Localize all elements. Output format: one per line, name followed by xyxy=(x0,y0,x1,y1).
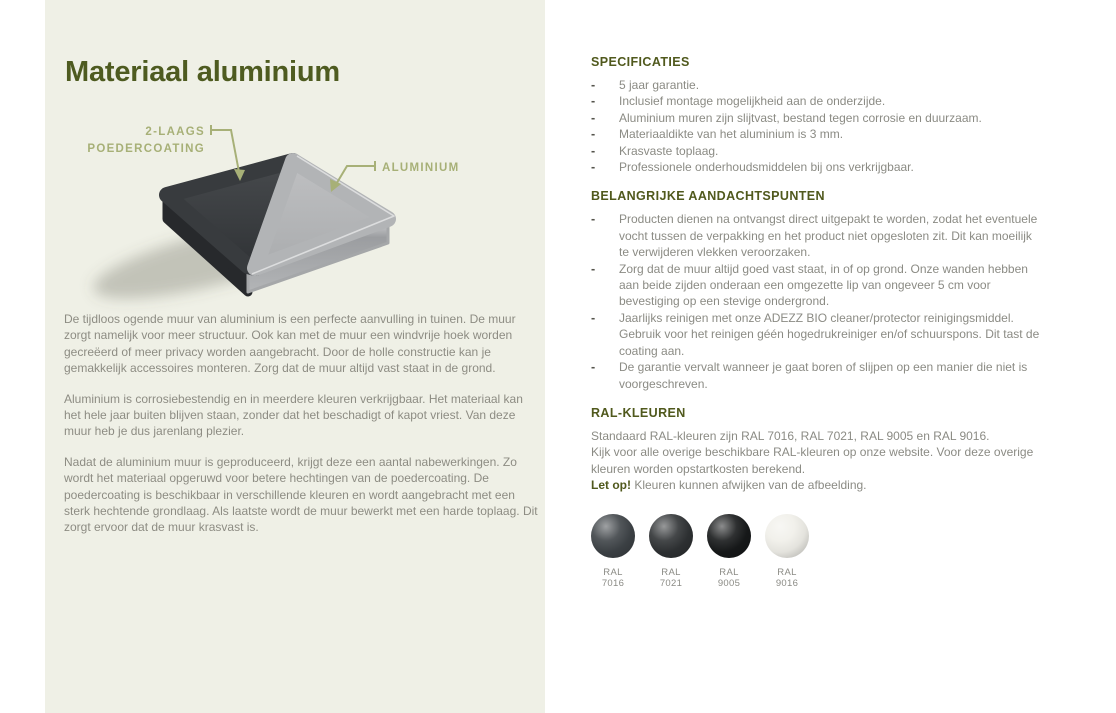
ral-line-standard: Standaard RAL-kleuren zijn RAL 7016, RAL 7021, RAL 9005 en RAL 9016. xyxy=(591,428,990,443)
ral-swatch-label: RAL 9005 xyxy=(717,566,741,589)
spec-item-text: Aluminium muren zijn slijtvast, bestand tegen corrosie en duurzaam. xyxy=(619,110,982,125)
specificaties-title: SPECIFICATIES xyxy=(591,55,690,69)
list-item xyxy=(591,143,1043,159)
powdercoating-label-line2: POEDERCOATING xyxy=(87,143,205,155)
ral-kleuren-body xyxy=(591,428,1043,494)
dash-bullet-icon: - xyxy=(591,78,596,92)
dash-bullet-icon: - xyxy=(591,310,596,325)
dash-bullet-icon: - xyxy=(591,110,596,125)
list-item xyxy=(591,126,1043,142)
attention-item-text: Zorg dat de muur altijd goed vast staat, in of op grond. Onze wanden hebben aan beide zijden onderaan een omgezette lip van ongeveer 5 cm voor bevestiging op een stevige ondergrond. xyxy=(619,261,1028,309)
list-item xyxy=(591,211,1043,260)
specificaties-list xyxy=(591,77,1043,175)
spec-item-text: Materiaaldikte van het aluminium is 3 mm. xyxy=(619,127,844,142)
ral-swatch-label: RAL 7016 xyxy=(601,566,625,589)
ral-note-text: Kleuren kunnen afwijken van de afbeelding. xyxy=(631,478,867,493)
spec-item-text: Krasvaste toplaag. xyxy=(619,143,719,158)
ral-kleuren-title: RAL-KLEUREN xyxy=(591,405,686,420)
list-item xyxy=(591,93,1043,109)
powdercoating-label-line1: 2-LAAGS xyxy=(145,126,205,138)
dash-bullet-icon: - xyxy=(591,261,596,276)
ral-9016-sphere xyxy=(765,514,809,558)
ral-swatch-label: RAL 7021 xyxy=(659,566,683,589)
paragraph-3: Nadat de aluminium muur is geproduceerd, krijgt deze een aantal nabewerkingen. Zo wordt het materiaal opgeruwd voor betere hechtingen van de poedercoating. De poedercoating is beschikbaar in verschillende kleuren en wordt aangebracht met een sterk hechtende grondlaag. Als laatste wordt de muur bewerkt met een harde toplaag. Dit zorgt ervoor dat de muur krasvast is. xyxy=(64,454,538,535)
paragraph-2: Aluminium is corrosiebestendig en in meerdere kleuren verkrijgbaar. Het materiaal kan het hele jaar buiten blijven staan, zonder dat het beschadigt of kapot vriest. Van deze muur heb je dus jarenlang plezier. xyxy=(64,391,523,439)
ral-swatch-label: RAL 9016 xyxy=(775,566,799,589)
dash-bullet-icon: - xyxy=(591,212,596,227)
ral-line-overige: Kijk voor alle overige beschikbare RAL-kleuren op onze website. Voor deze overige kleuren worden opstartkosten berekend. xyxy=(591,445,1034,476)
ral-9005-sphere xyxy=(707,514,751,558)
list-item xyxy=(591,310,1043,359)
ral-swatch xyxy=(591,514,649,589)
ral-swatch xyxy=(707,514,765,589)
right-panel xyxy=(591,55,1043,603)
aluminium-panel-diagram xyxy=(45,108,545,318)
spec-item-text: 5 jaar garantie. xyxy=(619,78,700,92)
paragraph-1: De tijdloos ogende muur van aluminium is een perfecte aanvulling in tuinen. De muur zorgt namelijk voor meer structuur. Ook kan met de muur een windvrije hoek worden gecreëerd of meer privacy worden aangebracht. Door de holle constructie kan je gemakkelijk accessoires monteren. Zorg dat de muur altijd vast staat in de grond. xyxy=(64,312,516,376)
spec-item-text: Professionele onderhoudsmiddelen bij ons verkrijgbaar. xyxy=(619,160,914,175)
aandachtspunten-title: BELANGRIJKE AANDACHTSPUNTEN xyxy=(591,189,825,204)
page-title: Materiaal aluminium xyxy=(65,56,340,88)
ral-note-prefix: Let op! xyxy=(591,478,631,493)
intro-paragraphs xyxy=(64,311,542,550)
ral-swatch xyxy=(765,514,823,589)
section-aandachtspunten xyxy=(591,189,1043,391)
aluminium-label: ALUMINIUM xyxy=(382,162,460,174)
dash-bullet-icon: - xyxy=(591,94,596,109)
ral-note xyxy=(591,477,1043,493)
attention-item-text: Jaarlijks reinigen met onze ADEZZ BIO cleaner/protector reinigingsmiddel. Gebruik voor het reinigen géén hogedrukreiniger en/of schuurspons. Dit tast de coating aan. xyxy=(619,310,1040,358)
list-item xyxy=(591,159,1043,175)
spec-item-text: Inclusief montage mogelijkheid aan de onderzijde. xyxy=(619,94,886,109)
list-item xyxy=(591,261,1043,310)
ral-swatch xyxy=(649,514,707,589)
ral-7021-sphere xyxy=(649,514,693,558)
dash-bullet-icon: - xyxy=(591,360,596,375)
left-panel xyxy=(45,0,545,713)
dash-bullet-icon: - xyxy=(591,160,596,175)
aandachtspunten-list xyxy=(591,211,1043,391)
section-ral-kleuren xyxy=(591,406,1043,589)
dash-bullet-icon: - xyxy=(591,143,596,158)
section-specificaties xyxy=(591,55,1043,175)
attention-item-text: De garantie vervalt wanneer je gaat boren of slijpen op een manier die niet is voorgeschreven. xyxy=(619,360,1028,391)
ral-7016-sphere xyxy=(591,514,635,558)
list-item xyxy=(591,110,1043,126)
ral-swatch-row xyxy=(591,514,1043,589)
list-item xyxy=(591,77,1043,93)
dash-bullet-icon: - xyxy=(591,127,596,142)
attention-item-text: Producten dienen na ontvangst direct uitgepakt te worden, zodat het eventuele vocht tussen de verpakking en het product niet opgesloten zit. Dit kan moeilijk te verwijderen vlekken veroorzaken. xyxy=(619,212,1038,260)
list-item xyxy=(591,359,1043,392)
